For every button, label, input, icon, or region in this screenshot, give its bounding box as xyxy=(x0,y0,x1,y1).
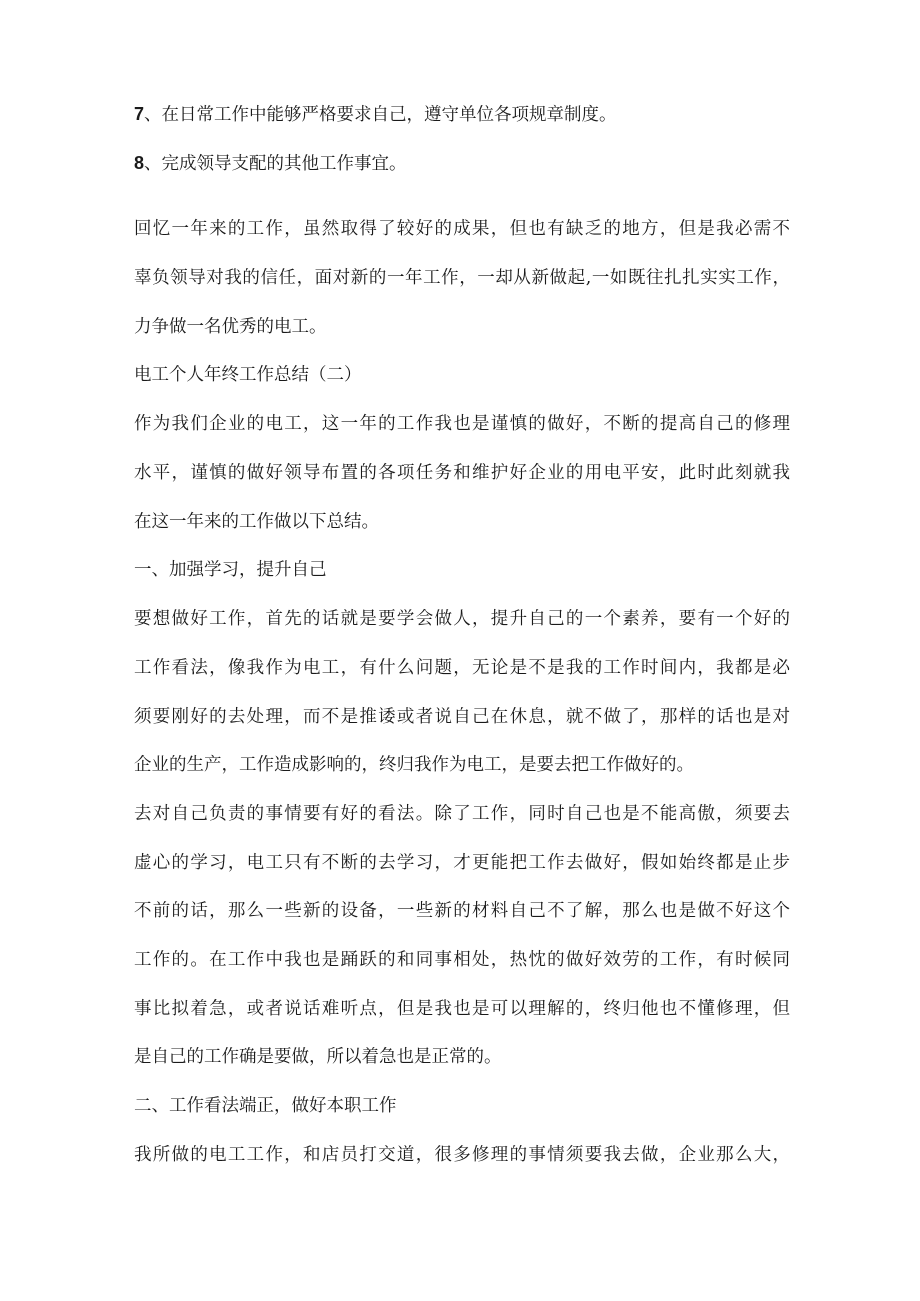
heading-1: 一、加强学习，提升自己 xyxy=(134,560,327,580)
paragraph-line: 要想做好工作，首先的话就是要学会做人，提升自己的一个素养，要有一个好的 xyxy=(134,609,790,629)
list-number: 8 xyxy=(134,153,145,173)
list-item-text: 、在日常工作中能够严格要求自己，遵守单位各项规章制度。 xyxy=(144,105,617,125)
paragraph-line: 虚心的学习，电工只有不断的去学习，才更能把工作去做好，假如始终都是止步 xyxy=(134,853,790,873)
paragraph-line: 事比拟着急，或者说话难听点，但是我也是可以理解的，终归他也不懂修理，但 xyxy=(134,999,790,1019)
paragraph-line: 工作看法，像我作为电工，有什么问题，无论是不是我的工作时间内，我都是必 xyxy=(134,658,790,678)
paragraph-line: 辜负领导对我的信任，面对新的一年工作，一却从新做起,一如既往扎扎实实工作， xyxy=(134,268,790,288)
paragraph-line: 水平，谨慎的做好领导布置的各项任务和维护好企业的用电平安，此时此刻就我 xyxy=(134,463,790,483)
paragraph-line: 我所做的电工工作，和店员打交道，很多修理的事情须要我去做，企业那么大， xyxy=(134,1145,790,1165)
paragraph-line: 须要刚好的去处理，而不是推诿或者说自己在休息，就不做了，那样的话也是对 xyxy=(134,707,790,727)
paragraph-line: 作为我们企业的电工，这一年的工作我也是谨慎的做好，不断的提高自己的修理 xyxy=(134,414,790,434)
paragraph-line: 是自己的工作确是要做，所以着急也是正常的。 xyxy=(134,1047,502,1067)
paragraph-line: 企业的生产，工作造成影响的，终归我作为电工，是要去把工作做好的。 xyxy=(134,755,694,775)
list-item-text: 、完成领导支配的其他工作事宜。 xyxy=(144,154,407,174)
list-item-7 xyxy=(134,102,790,127)
paragraph-line: 回忆一年来的工作，虽然取得了较好的成果，但也有缺乏的地方，但是我必需不 xyxy=(134,219,790,239)
paragraph-line: 力争做一名优秀的电工。 xyxy=(134,317,327,337)
heading-2: 二、工作看法端正，做好本职工作 xyxy=(134,1096,397,1116)
paragraph-line: 去对自己负责的事情要有好的看法。除了工作，同时自己也是不能高傲，须要去 xyxy=(134,804,790,824)
list-item-8 xyxy=(134,151,790,176)
paragraph-line: 工作的。在工作中我也是踊跃的和同事相处，热忱的做好效劳的工作，有时候同 xyxy=(134,950,790,970)
section-title: 电工个人年终工作总结（二） xyxy=(134,365,362,385)
paragraph-line: 不前的话，那么一些新的设备，一些新的材料自己不了解，那么也是做不好这个 xyxy=(134,901,790,921)
paragraph-line: 在这一年来的工作做以下总结。 xyxy=(134,512,379,532)
list-number: 7 xyxy=(134,104,145,124)
